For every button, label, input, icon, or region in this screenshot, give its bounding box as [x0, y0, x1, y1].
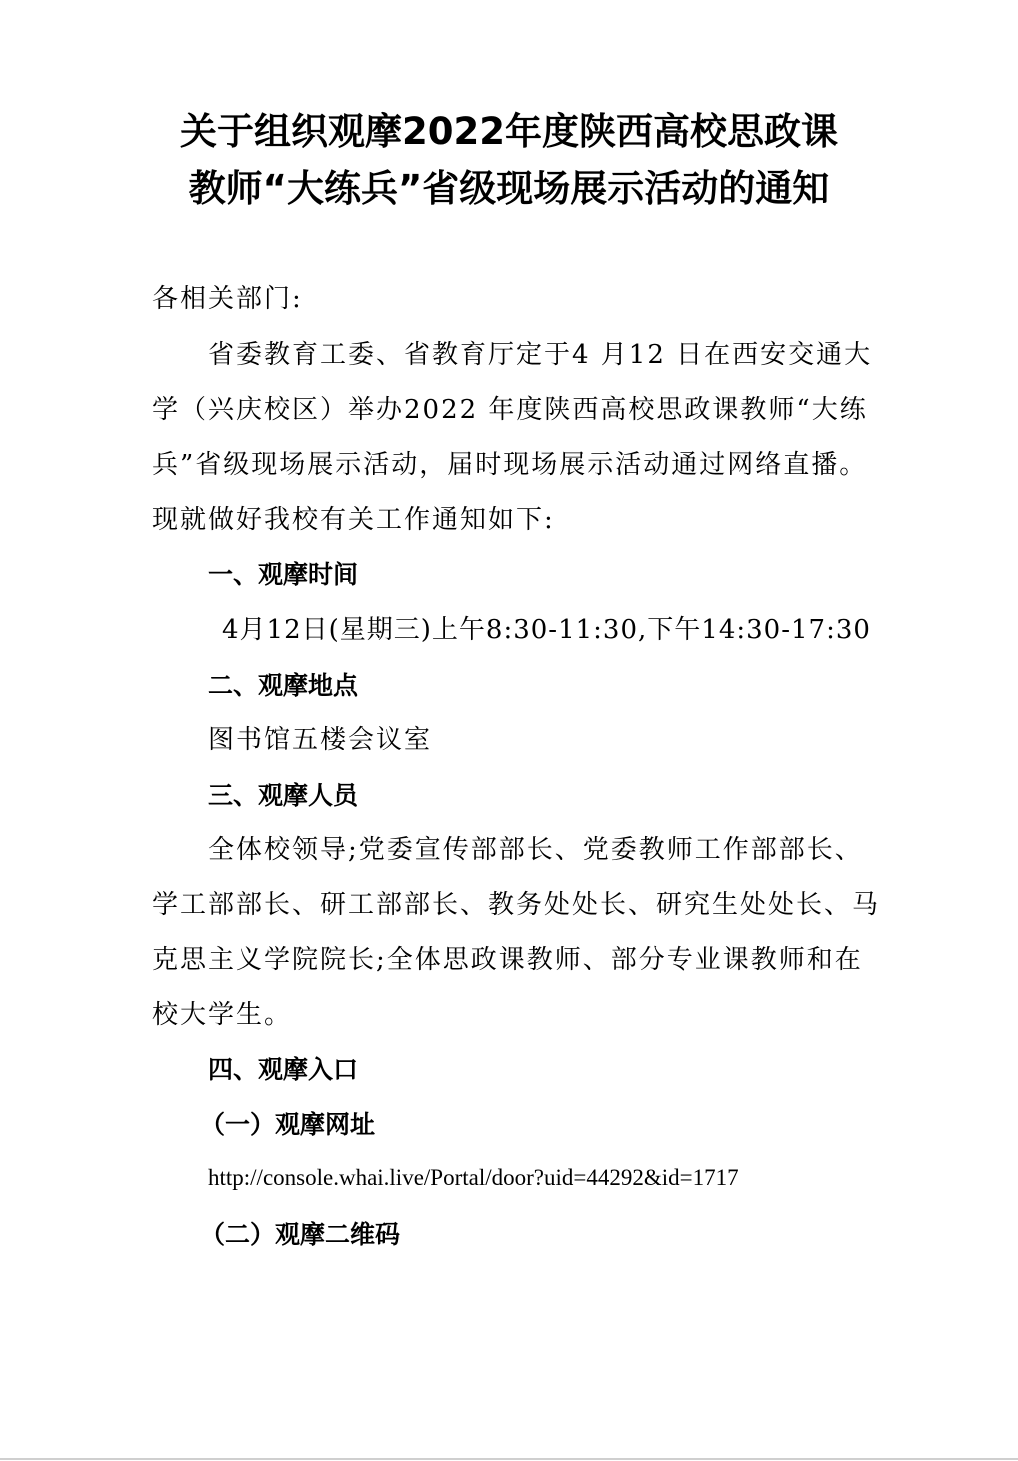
document-title-line-1: 关于组织观摩2022年度陕西高校思政课	[180, 110, 838, 153]
section-entry-sub1-heading: （一）观摩网址	[200, 1110, 376, 1139]
document-title-line-2: 教师“大练兵”省级现场展示活动的通知	[188, 167, 830, 210]
section-time-heading: 一、观摩时间	[208, 560, 359, 589]
section-entry-sub2-heading: （二）观摩二维码	[200, 1220, 401, 1249]
intro-line-4: 现就做好我校有关工作通知如下:	[152, 505, 555, 535]
section-people-line-3: 克思主义学院院长;全体思政课教师、部分专业课教师和在	[152, 945, 863, 975]
page-bottom-edge	[0, 1458, 1018, 1460]
intro-line-1: 省委教育工委、省教育厅定于4 月12 日在西安交通大	[208, 340, 873, 370]
salutation: 各相关部门:	[152, 284, 303, 314]
intro-line-3: 兵”省级现场展示活动，届时现场展示活动通过网络直播。	[152, 450, 868, 480]
section-place-content: 图书馆五楼会议室	[208, 725, 433, 755]
section-place-heading: 二、观摩地点	[208, 671, 359, 700]
section-entry-heading: 四、观摩入口	[208, 1055, 359, 1084]
section-people-line-4: 校大学生。	[152, 1000, 293, 1030]
section-time-content: 4月12日(星期三)上午8:30-11:30,下午14:30-17:30	[222, 615, 871, 645]
section-people-line-1: 全体校领导;党委宣传部部长、党委教师工作部部长、	[208, 835, 863, 865]
viewing-url-link[interactable]: http://console.whai.live/Portal/door?uid=44292&id=1717	[208, 1165, 739, 1190]
intro-line-2: 学（兴庆校区）举办2022 年度陕西高校思政课教师“大练	[152, 395, 868, 425]
section-people-line-2: 学工部部长、研工部部长、教务处处长、研究生处处长、马	[152, 890, 881, 920]
section-people-heading: 三、观摩人员	[208, 781, 359, 810]
